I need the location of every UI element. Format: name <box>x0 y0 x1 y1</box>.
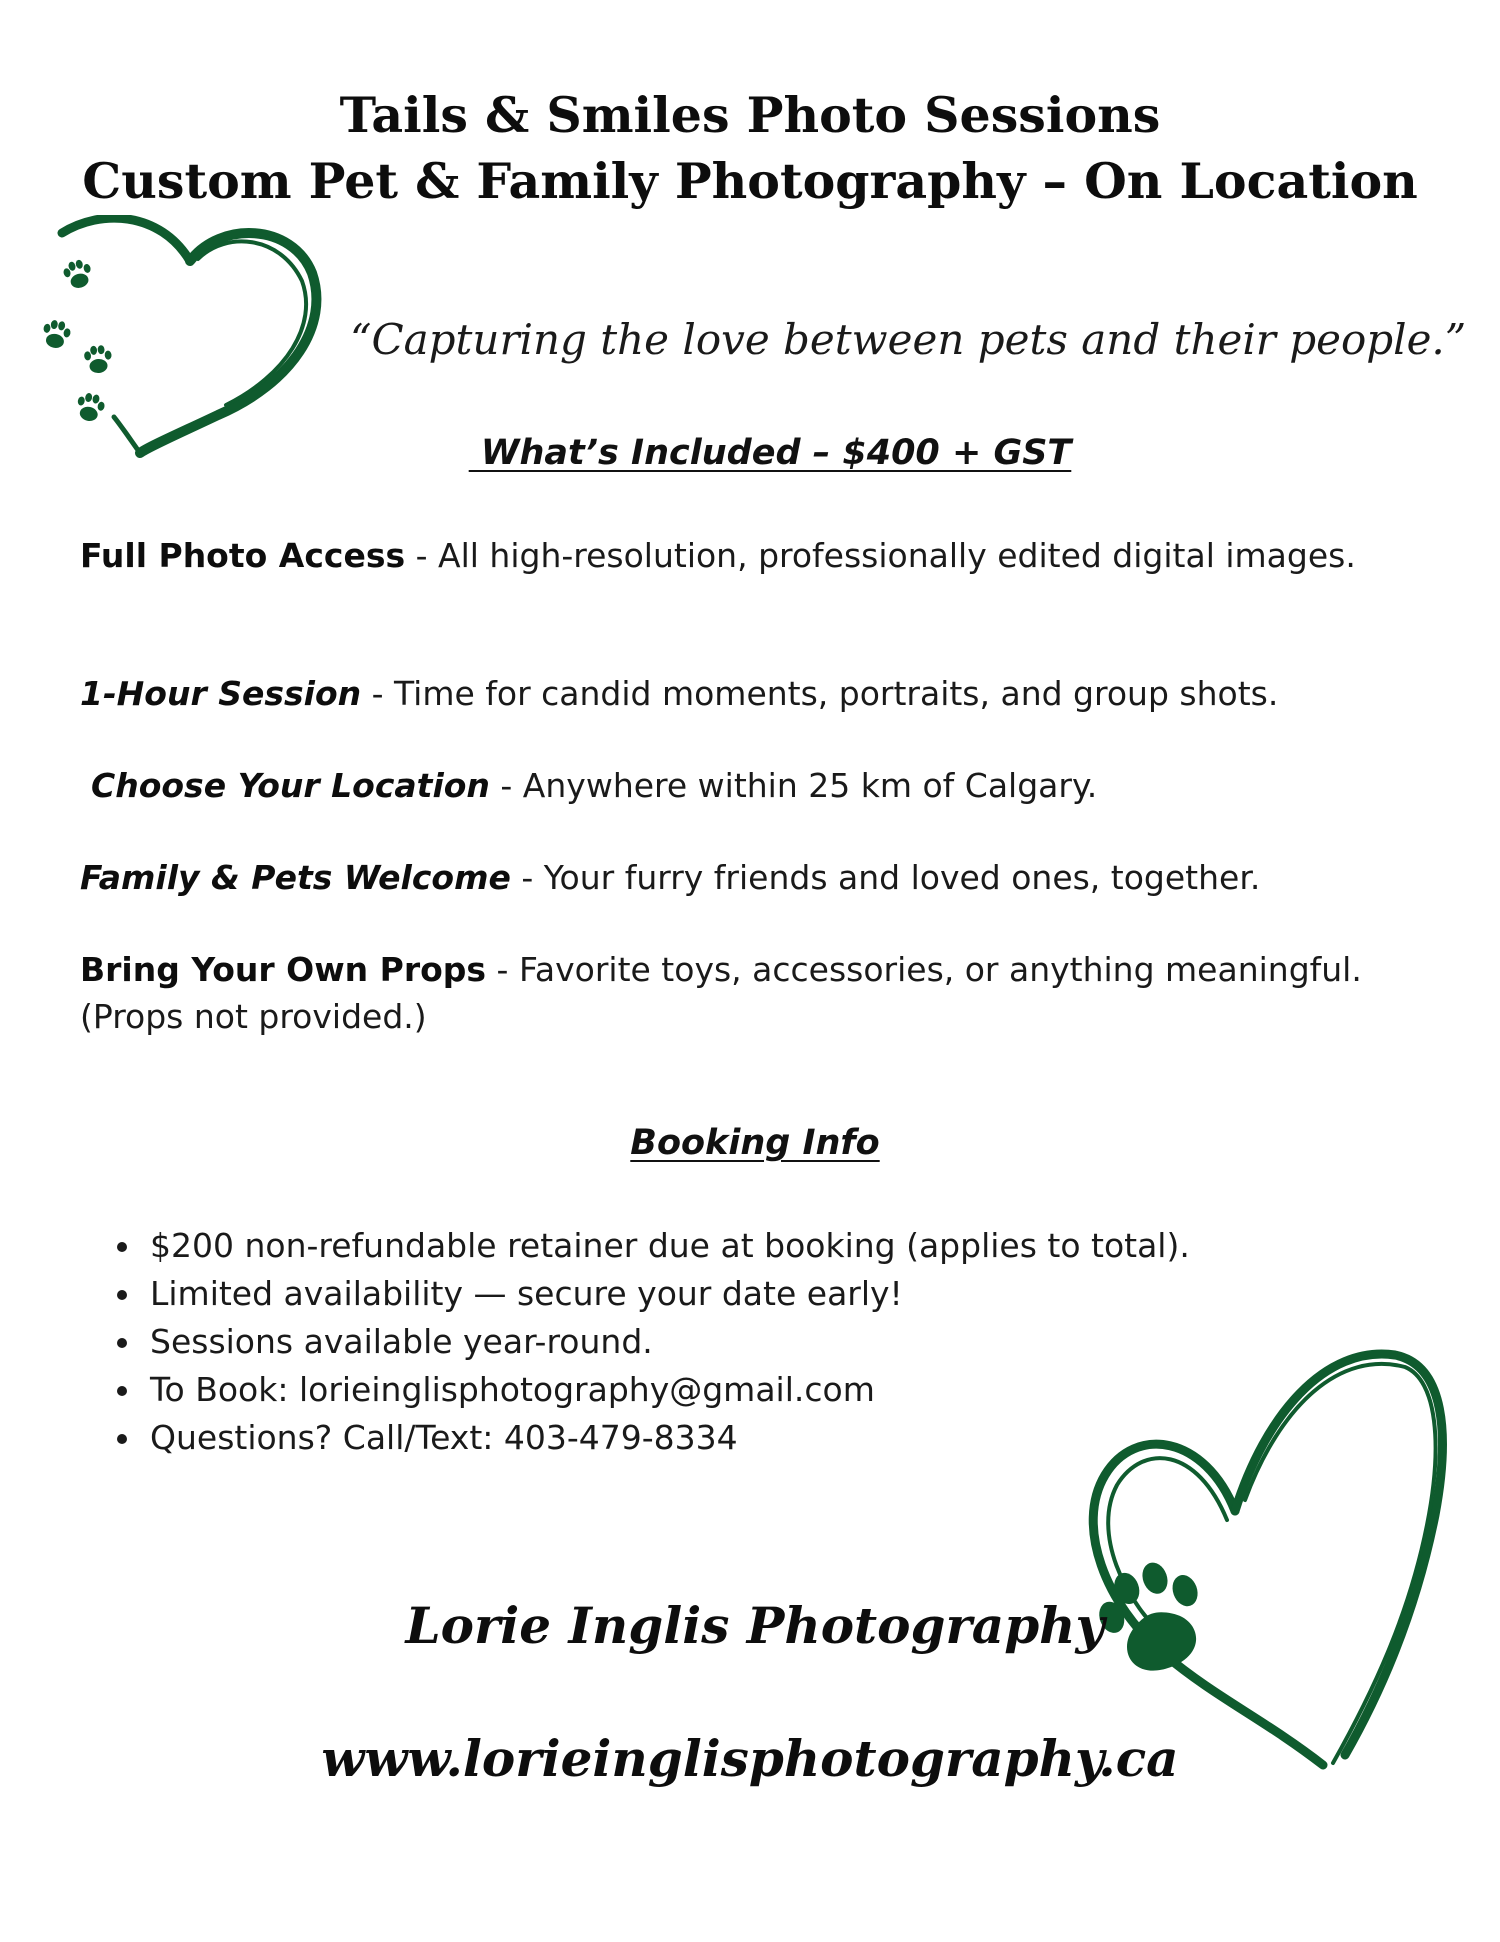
feature-choose-location <box>91 762 1421 809</box>
title-line-1: Tails & Smiles Photo Sessions <box>339 86 1161 144</box>
booking-item-year-round: • Sessions available year-round. <box>144 1318 1244 1366</box>
feature-full-photo-access <box>80 532 1410 579</box>
feature-family-pets-welcome <box>80 854 1410 901</box>
feature-description: - Time for candid moments, portraits, and group shots. <box>361 674 1279 713</box>
booking-item-email: • To Book: lorieinglisphotography@gmail.com <box>144 1366 1244 1414</box>
feature-term: 1-Hour Session <box>80 674 362 713</box>
feature-term: Bring Your Own Props <box>80 950 487 989</box>
tagline: “Capturing the love between pets and their people.” <box>350 315 1467 364</box>
page-title <box>0 82 1500 214</box>
title-line-2: Custom Pet & Family Photography – On Location <box>82 152 1418 210</box>
booking-item-phone: • Questions? Call/Text: 403-479-8334 <box>144 1414 1244 1462</box>
feature-description: - All high-resolution, professionally edited digital images. <box>405 536 1356 575</box>
feature-term: Full Photo Access <box>80 536 406 575</box>
feature-description: - Favorite toys, accessories, or anything meaningful. (Props not provided.) <box>80 950 1362 1036</box>
feature-one-hour-session <box>80 670 1410 717</box>
feature-description: - Anywhere within 25 km of Calgary. <box>489 766 1098 805</box>
heart-with-paw-icon <box>1065 1325 1455 1775</box>
feature-term: Choose Your Location <box>91 766 490 805</box>
feature-term: Family & Pets Welcome <box>80 858 511 897</box>
included-heading: What’s Included – $400 + GST <box>468 433 1072 473</box>
feature-bring-own-props <box>80 946 1410 1040</box>
signature: Lorie Inglis Photography <box>405 1596 1105 1655</box>
booking-item-retainer: • $200 non-refundable retainer due at booking (applies to total). <box>144 1222 1244 1270</box>
booking-item-availability: • Limited availability — secure your date early! <box>144 1270 1244 1318</box>
website-link[interactable]: www.lorieinglisphotography.ca <box>321 1729 1179 1788</box>
feature-description: - Your furry friends and loved ones, together. <box>510 858 1261 897</box>
booking-heading: Booking Info <box>630 1123 880 1163</box>
